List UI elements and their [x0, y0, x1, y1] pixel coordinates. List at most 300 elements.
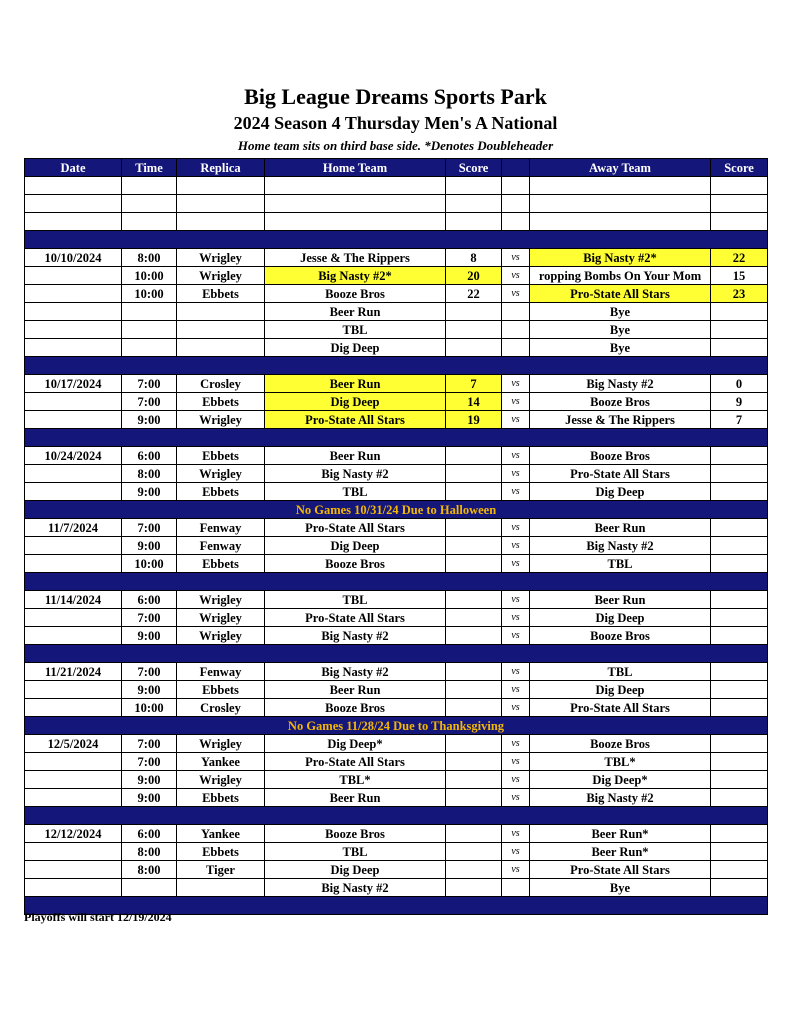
date-cell: 11/14/2024: [25, 591, 122, 609]
time-cell: 9:00: [122, 537, 177, 555]
away-score-cell: [711, 177, 768, 195]
time-cell: 10:00: [122, 555, 177, 573]
replica-cell: Fenway: [177, 537, 265, 555]
date-cell: 12/5/2024: [25, 735, 122, 753]
game-row: [25, 555, 768, 573]
replica-cell: Wrigley: [177, 627, 265, 645]
date-cell: [25, 627, 122, 645]
away-team-cell: TBL: [530, 663, 711, 681]
game-row: [25, 537, 768, 555]
away-team-cell: Pro-State All Stars: [530, 699, 711, 717]
vs-cell: vs: [502, 663, 530, 681]
replica-cell: Ebbets: [177, 285, 265, 303]
home-score-cell: [446, 663, 502, 681]
away-score-cell: [711, 627, 768, 645]
week-separator-row: [25, 645, 768, 663]
time-cell: 7:00: [122, 753, 177, 771]
date-cell: [25, 609, 122, 627]
away-team-cell: Booze Bros: [530, 393, 711, 411]
home-score-cell: [446, 699, 502, 717]
col-header-vs: [502, 159, 530, 177]
vs-cell: vs: [502, 609, 530, 627]
replica-cell: Fenway: [177, 519, 265, 537]
home-score-cell: [446, 627, 502, 645]
replica-cell: Wrigley: [177, 609, 265, 627]
away-score-cell: [711, 465, 768, 483]
replica-cell: Wrigley: [177, 465, 265, 483]
date-cell: [25, 267, 122, 285]
separator-bar: [25, 231, 768, 249]
date-cell: [25, 213, 122, 231]
vs-cell: vs: [502, 789, 530, 807]
col-header-away-team: Away Team: [530, 159, 711, 177]
time-cell: [122, 321, 177, 339]
vs-cell: vs: [502, 411, 530, 429]
replica-cell: Crosley: [177, 375, 265, 393]
game-row: [25, 663, 768, 681]
game-row: [25, 591, 768, 609]
away-score-cell: [711, 213, 768, 231]
home-score-cell: [446, 483, 502, 501]
date-cell: [25, 861, 122, 879]
date-cell: [25, 411, 122, 429]
away-score-cell: [711, 879, 768, 897]
time-cell: [122, 339, 177, 357]
date-cell: [25, 195, 122, 213]
home-score-cell: 14: [446, 393, 502, 411]
week-separator-row: [25, 231, 768, 249]
time-cell: 9:00: [122, 411, 177, 429]
game-row: [25, 321, 768, 339]
replica-cell: Ebbets: [177, 483, 265, 501]
away-team-cell: Jesse & The Rippers: [530, 411, 711, 429]
vs-cell: vs: [502, 267, 530, 285]
home-team-cell: TBL: [265, 591, 446, 609]
home-score-cell: 8: [446, 249, 502, 267]
page-title: Big League Dreams Sports Park: [244, 84, 547, 109]
vs-cell: vs: [502, 699, 530, 717]
away-score-cell: [711, 519, 768, 537]
date-cell: 10/10/2024: [25, 249, 122, 267]
away-score-cell: [711, 537, 768, 555]
away-score-cell: [711, 591, 768, 609]
time-cell: 10:00: [122, 267, 177, 285]
time-cell: 7:00: [122, 735, 177, 753]
game-row: [25, 861, 768, 879]
replica-cell: Ebbets: [177, 393, 265, 411]
away-score-cell: 23: [711, 285, 768, 303]
game-row: [25, 249, 768, 267]
blank-row: [25, 213, 768, 231]
away-team-cell: Dig Deep: [530, 681, 711, 699]
vs-cell: vs: [502, 447, 530, 465]
away-team-cell: Booze Bros: [530, 735, 711, 753]
away-score-cell: [711, 843, 768, 861]
week-separator-row: [25, 807, 768, 825]
away-score-cell: [711, 483, 768, 501]
header-row: [25, 159, 768, 177]
game-row: [25, 411, 768, 429]
away-team-cell: Pro-State All Stars: [530, 465, 711, 483]
away-team-cell: Booze Bros: [530, 447, 711, 465]
blank-row: [25, 195, 768, 213]
time-cell: 7:00: [122, 375, 177, 393]
schedule-body: [25, 177, 768, 915]
time-cell: 6:00: [122, 591, 177, 609]
time-cell: [122, 303, 177, 321]
date-cell: [25, 771, 122, 789]
home-score-cell: [446, 465, 502, 483]
away-team-cell: Big Nasty #2: [530, 789, 711, 807]
page-subtitle: 2024 Season 4 Thursday Men's A National: [233, 113, 558, 133]
home-score-cell: [446, 339, 502, 357]
home-score-cell: 22: [446, 285, 502, 303]
time-cell: 10:00: [122, 699, 177, 717]
home-team-cell: [265, 177, 446, 195]
home-score-cell: [446, 789, 502, 807]
home-team-cell: [265, 213, 446, 231]
away-score-cell: [711, 339, 768, 357]
time-cell: [122, 195, 177, 213]
home-score-cell: 20: [446, 267, 502, 285]
home-score-cell: [446, 519, 502, 537]
home-team-cell: Dig Deep*: [265, 735, 446, 753]
home-team-cell: Pro-State All Stars: [265, 519, 446, 537]
vs-cell: vs: [502, 285, 530, 303]
replica-cell: Ebbets: [177, 681, 265, 699]
away-score-cell: [711, 303, 768, 321]
home-team-cell: Dig Deep: [265, 393, 446, 411]
away-score-cell: 15: [711, 267, 768, 285]
game-row: [25, 771, 768, 789]
date-cell: [25, 483, 122, 501]
home-team-cell: Pro-State All Stars: [265, 411, 446, 429]
away-team-cell: Beer Run*: [530, 825, 711, 843]
vs-cell: vs: [502, 483, 530, 501]
away-team-cell: Bye: [530, 339, 711, 357]
date-cell: 11/21/2024: [25, 663, 122, 681]
home-score-cell: [446, 213, 502, 231]
time-cell: [122, 213, 177, 231]
footer-note: Playoffs will start 12/19/2024: [24, 910, 172, 924]
game-row: [25, 447, 768, 465]
replica-cell: Ebbets: [177, 789, 265, 807]
home-team-cell: Beer Run: [265, 375, 446, 393]
home-team-cell: TBL: [265, 843, 446, 861]
away-team-cell: Dig Deep: [530, 609, 711, 627]
game-row: [25, 303, 768, 321]
home-team-cell: Pro-State All Stars: [265, 609, 446, 627]
no-games-notice: No Games 10/31/24 Due to Halloween: [25, 501, 768, 519]
vs-cell: vs: [502, 591, 530, 609]
home-score-cell: [446, 537, 502, 555]
away-score-cell: [711, 555, 768, 573]
home-score-cell: [446, 879, 502, 897]
replica-cell: [177, 303, 265, 321]
time-cell: 9:00: [122, 681, 177, 699]
replica-cell: Tiger: [177, 861, 265, 879]
time-cell: 7:00: [122, 519, 177, 537]
away-score-cell: [711, 447, 768, 465]
home-team-cell: Beer Run: [265, 789, 446, 807]
time-cell: 9:00: [122, 627, 177, 645]
game-row: [25, 789, 768, 807]
game-row: [25, 375, 768, 393]
vs-cell: vs: [502, 771, 530, 789]
replica-cell: Wrigley: [177, 735, 265, 753]
col-header-home-score: Score: [446, 159, 502, 177]
date-cell: [25, 753, 122, 771]
vs-cell: vs: [502, 249, 530, 267]
home-score-cell: [446, 753, 502, 771]
home-team-cell: TBL: [265, 483, 446, 501]
home-team-cell: Big Nasty #2: [265, 879, 446, 897]
vs-cell: vs: [502, 681, 530, 699]
away-team-cell: ropping Bombs On Your Mom: [530, 267, 711, 285]
game-row: [25, 393, 768, 411]
date-cell: [25, 699, 122, 717]
home-team-cell: Beer Run: [265, 681, 446, 699]
game-row: [25, 267, 768, 285]
away-team-cell: TBL*: [530, 753, 711, 771]
replica-cell: Fenway: [177, 663, 265, 681]
home-score-cell: 19: [446, 411, 502, 429]
away-team-cell: Dig Deep: [530, 483, 711, 501]
separator-bar: [25, 573, 768, 591]
replica-cell: [177, 177, 265, 195]
time-cell: [122, 177, 177, 195]
home-score-cell: [446, 321, 502, 339]
separator-bar: [25, 357, 768, 375]
col-header-away-score: Score: [711, 159, 768, 177]
home-score-cell: 7: [446, 375, 502, 393]
date-cell: [25, 465, 122, 483]
away-score-cell: 22: [711, 249, 768, 267]
away-team-cell: Dig Deep*: [530, 771, 711, 789]
away-score-cell: [711, 321, 768, 339]
date-cell: [25, 879, 122, 897]
away-score-cell: [711, 195, 768, 213]
away-team-cell: Booze Bros: [530, 627, 711, 645]
away-team-cell: Beer Run*: [530, 843, 711, 861]
away-team-cell: TBL: [530, 555, 711, 573]
away-score-cell: [711, 753, 768, 771]
game-row: [25, 879, 768, 897]
vs-cell: [502, 303, 530, 321]
replica-cell: [177, 195, 265, 213]
game-row: [25, 285, 768, 303]
vs-cell: [502, 339, 530, 357]
replica-cell: [177, 879, 265, 897]
home-score-cell: [446, 591, 502, 609]
replica-cell: Wrigley: [177, 249, 265, 267]
col-header-replica: Replica: [177, 159, 265, 177]
home-team-cell: Dig Deep: [265, 861, 446, 879]
away-team-cell: Bye: [530, 303, 711, 321]
away-team-cell: Big Nasty #2: [530, 375, 711, 393]
game-row: [25, 735, 768, 753]
home-score-cell: [446, 681, 502, 699]
home-score-cell: [446, 861, 502, 879]
replica-cell: Ebbets: [177, 555, 265, 573]
blank-row: [25, 177, 768, 195]
away-score-cell: [711, 609, 768, 627]
time-cell: 7:00: [122, 609, 177, 627]
date-cell: [25, 285, 122, 303]
vs-cell: vs: [502, 555, 530, 573]
away-score-cell: 0: [711, 375, 768, 393]
date-cell: 10/24/2024: [25, 447, 122, 465]
game-row: [25, 339, 768, 357]
home-score-cell: [446, 771, 502, 789]
replica-cell: Ebbets: [177, 447, 265, 465]
date-cell: [25, 339, 122, 357]
game-row: [25, 843, 768, 861]
away-team-cell: Beer Run: [530, 591, 711, 609]
game-row: [25, 825, 768, 843]
away-score-cell: [711, 861, 768, 879]
home-team-cell: Booze Bros: [265, 555, 446, 573]
vs-cell: vs: [502, 843, 530, 861]
home-score-cell: [446, 555, 502, 573]
home-score-cell: [446, 735, 502, 753]
replica-cell: Yankee: [177, 753, 265, 771]
vs-cell: vs: [502, 537, 530, 555]
away-score-cell: [711, 735, 768, 753]
date-cell: 12/12/2024: [25, 825, 122, 843]
time-cell: 9:00: [122, 483, 177, 501]
no-games-notice-row: [25, 717, 768, 735]
home-team-cell: TBL*: [265, 771, 446, 789]
away-score-cell: [711, 681, 768, 699]
home-team-cell: [265, 195, 446, 213]
replica-cell: Crosley: [177, 699, 265, 717]
away-team-cell: [530, 177, 711, 195]
col-header-date: Date: [25, 159, 122, 177]
vs-cell: vs: [502, 825, 530, 843]
home-team-cell: Beer Run: [265, 303, 446, 321]
home-team-cell: Booze Bros: [265, 825, 446, 843]
date-cell: [25, 393, 122, 411]
replica-cell: [177, 339, 265, 357]
home-score-cell: [446, 843, 502, 861]
date-cell: 10/17/2024: [25, 375, 122, 393]
game-row: [25, 681, 768, 699]
vs-cell: [502, 195, 530, 213]
vs-cell: vs: [502, 375, 530, 393]
home-team-cell: Big Nasty #2*: [265, 267, 446, 285]
away-score-cell: [711, 789, 768, 807]
vs-cell: [502, 879, 530, 897]
home-score-cell: [446, 177, 502, 195]
away-score-cell: [711, 825, 768, 843]
time-cell: 9:00: [122, 771, 177, 789]
date-cell: [25, 555, 122, 573]
away-score-cell: [711, 699, 768, 717]
vs-cell: vs: [502, 627, 530, 645]
game-row: [25, 627, 768, 645]
vs-cell: vs: [502, 393, 530, 411]
date-cell: [25, 789, 122, 807]
replica-cell: Yankee: [177, 825, 265, 843]
col-header-home-team: Home Team: [265, 159, 446, 177]
replica-cell: Ebbets: [177, 843, 265, 861]
time-cell: 8:00: [122, 861, 177, 879]
home-score-cell: [446, 825, 502, 843]
time-cell: [122, 879, 177, 897]
date-cell: [25, 303, 122, 321]
away-score-cell: [711, 663, 768, 681]
time-cell: 8:00: [122, 843, 177, 861]
home-team-cell: Big Nasty #2: [265, 663, 446, 681]
home-team-cell: Booze Bros: [265, 699, 446, 717]
home-team-cell: Beer Run: [265, 447, 446, 465]
away-team-cell: Big Nasty #2: [530, 537, 711, 555]
replica-cell: Wrigley: [177, 771, 265, 789]
col-header-time: Time: [122, 159, 177, 177]
away-score-cell: 7: [711, 411, 768, 429]
replica-cell: Wrigley: [177, 411, 265, 429]
replica-cell: [177, 321, 265, 339]
away-team-cell: Pro-State All Stars: [530, 861, 711, 879]
away-team-cell: [530, 195, 711, 213]
separator-bar: [25, 645, 768, 663]
page-note: Home team sits on third base side. *Denotes Doubleheader: [237, 138, 554, 153]
away-score-cell: [711, 771, 768, 789]
away-team-cell: Big Nasty #2*: [530, 249, 711, 267]
separator-bar: [25, 807, 768, 825]
home-score-cell: [446, 195, 502, 213]
away-score-cell: 9: [711, 393, 768, 411]
no-games-notice: No Games 11/28/24 Due to Thanksgiving: [25, 717, 768, 735]
time-cell: 7:00: [122, 393, 177, 411]
time-cell: 10:00: [122, 285, 177, 303]
date-cell: [25, 537, 122, 555]
time-cell: 8:00: [122, 249, 177, 267]
vs-cell: vs: [502, 519, 530, 537]
replica-cell: [177, 213, 265, 231]
week-separator-row: [25, 429, 768, 447]
vs-cell: [502, 177, 530, 195]
replica-cell: Wrigley: [177, 591, 265, 609]
home-score-cell: [446, 609, 502, 627]
vs-cell: vs: [502, 735, 530, 753]
separator-bar: [25, 429, 768, 447]
schedule-table: [24, 158, 768, 915]
no-games-notice-row: [25, 501, 768, 519]
date-cell: 11/7/2024: [25, 519, 122, 537]
game-row: [25, 699, 768, 717]
time-cell: 8:00: [122, 465, 177, 483]
home-team-cell: Pro-State All Stars: [265, 753, 446, 771]
game-row: [25, 483, 768, 501]
game-row: [25, 609, 768, 627]
away-team-cell: Beer Run: [530, 519, 711, 537]
game-row: [25, 519, 768, 537]
away-team-cell: Pro-State All Stars: [530, 285, 711, 303]
away-team-cell: [530, 213, 711, 231]
game-row: [25, 465, 768, 483]
home-team-cell: Booze Bros: [265, 285, 446, 303]
home-score-cell: [446, 447, 502, 465]
home-team-cell: Big Nasty #2: [265, 627, 446, 645]
replica-cell: Wrigley: [177, 267, 265, 285]
away-team-cell: Bye: [530, 879, 711, 897]
time-cell: 6:00: [122, 825, 177, 843]
home-team-cell: Dig Deep: [265, 537, 446, 555]
vs-cell: vs: [502, 465, 530, 483]
vs-cell: [502, 321, 530, 339]
